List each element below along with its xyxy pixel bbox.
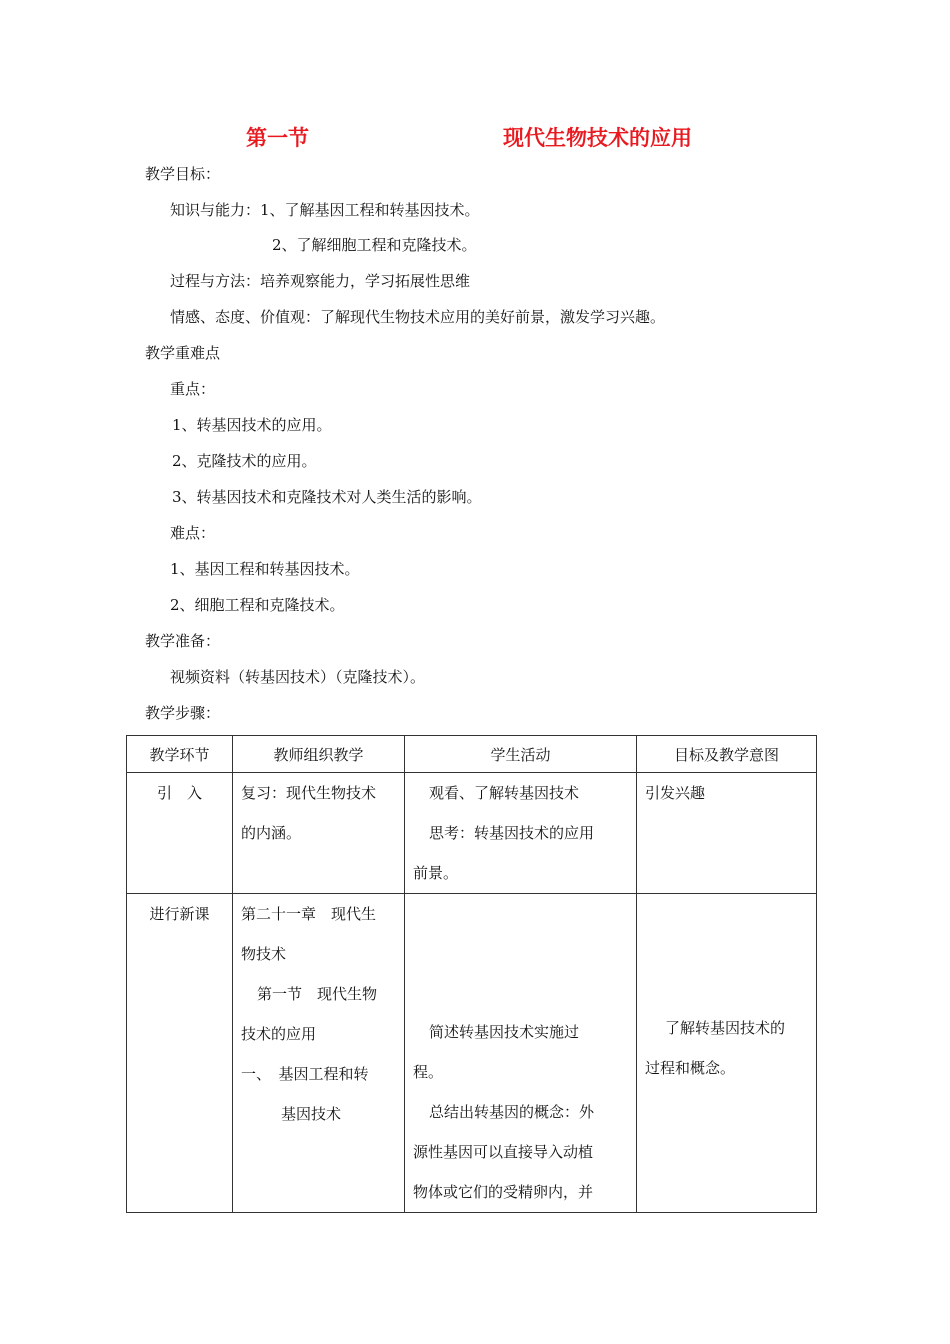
student-line: 观看、了解转基因技术 [429,784,580,802]
column-header: 教学环节 [127,736,233,773]
student-line: 思考：转基因技术的应用 [429,824,595,842]
goal-cell [637,773,817,894]
key-points-heading: 教学重难点 [145,344,221,362]
focus-label: 重点： [170,380,216,398]
teacher-cell [233,894,405,1213]
objective-process: 过程与方法：培养观察能力，学习拓展性思维 [170,272,471,290]
table-header-row [127,736,817,773]
teacher-line: 技术的应用 [241,1025,317,1043]
goal-line: 引发兴趣 [645,784,706,802]
student-line: 总结出转基因的概念：外 [429,1103,595,1121]
steps-heading: 教学步骤： [145,704,221,722]
teacher-line: 一、 基因工程和转 [241,1065,369,1083]
objectives-heading: 教学目标： [145,165,221,183]
student-cell [405,894,637,1213]
preparation-heading: 教学准备： [145,632,221,650]
student-line: 简述转基因技术实施过 [429,1023,580,1041]
table-row [127,773,817,894]
table-row [127,894,817,1213]
focus-item: 1、转基因技术的应用。 [172,416,332,434]
teacher-line: 物技术 [241,945,287,963]
teacher-line: 第二十一章 现代生 [241,905,377,923]
student-line: 源性基因可以直接导入动植 [413,1143,594,1161]
focus-item: 2、克隆技术的应用。 [172,452,317,470]
column-header: 教师组织教学 [233,736,405,773]
title-section-number: 第一节 [246,126,309,150]
teacher-line: 的内涵。 [241,824,302,842]
focus-item: 3、转基因技术和克隆技术对人类生活的影响。 [172,488,482,506]
teacher-line: 复习：现代生物技术 [241,784,377,802]
difficulty-item: 2、细胞工程和克隆技术。 [170,596,345,614]
objective-emotion: 情感、态度、价值观：了解现代生物技术应用的美好前景，激发学习兴趣。 [170,308,666,326]
column-header: 目标及教学意图 [637,736,817,773]
goal-line: 过程和概念。 [645,1059,736,1077]
difficulty-label: 难点： [170,524,216,542]
objective-knowledge-1: 知识与能力：1、了解基因工程和转基因技术。 [170,201,480,219]
stage-text: 进行新课 [149,905,210,923]
student-line: 前景。 [413,864,459,882]
teacher-cell [233,773,405,894]
teacher-line: 基因技术 [281,1105,342,1123]
preparation-text: 视频资料（转基因技术）（克隆技术）。 [170,668,426,686]
difficulty-item: 1、基因工程和转基因技术。 [170,560,360,578]
teacher-line: 第一节 现代生物 [257,985,378,1003]
title-section-name: 现代生物技术的应用 [503,126,692,150]
stage-cell [127,773,233,894]
column-header: 学生活动 [405,736,637,773]
student-cell [405,773,637,894]
student-line: 程。 [413,1063,444,1081]
goal-cell [637,894,817,1213]
student-line: 物体或它们的受精卵内，并 [413,1183,594,1201]
stage-text: 引 入 [156,784,202,802]
goal-line: 了解转基因技术的 [665,1019,786,1037]
objective-knowledge-2: 2、了解细胞工程和克隆技术。 [272,236,477,254]
teaching-steps-table [126,735,817,1213]
stage-cell [127,894,233,1213]
